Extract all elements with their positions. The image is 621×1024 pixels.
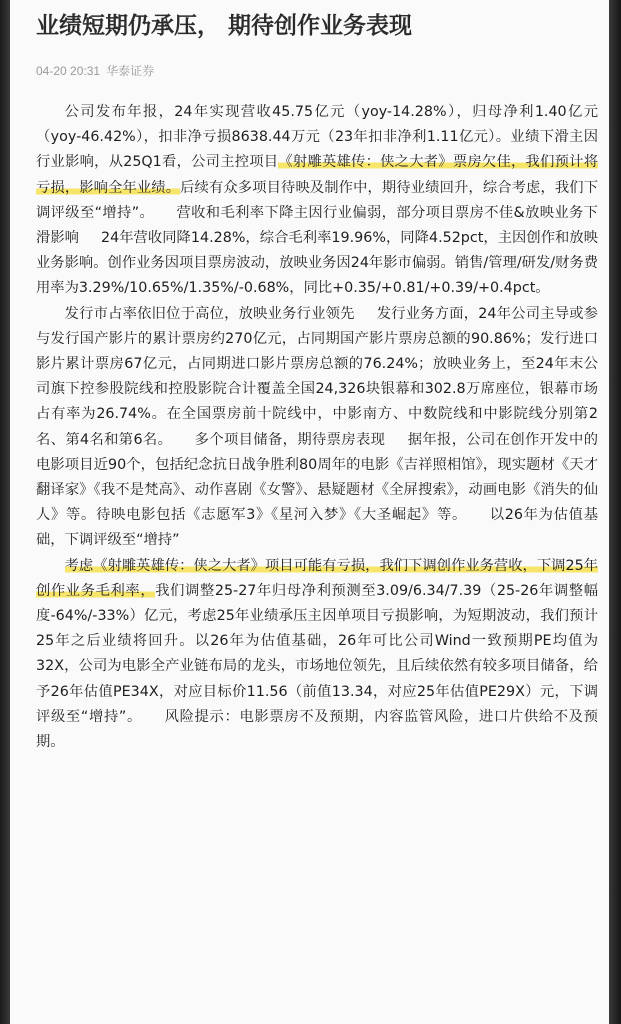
p2-text-d: 据年报，公司在创作开发中的电影项目近90个，包括纪念抗日战争胜利80周年的电影《吉祥照相馆》，现实题材《天才翻译家》《我不是梵高》、动作喜剧《女警》、悬疑题材《全屏搜索》，动画电影《消失的仙人》等。待映电影包括《志愿军3》《星河入梦》《大圣崛起》等。 bbox=[36, 431, 599, 524]
p1-text-b: 后续有众多项目待映及制作中，期待业绩回升，综合考虑，我们下调评级至“增持”。 bbox=[36, 179, 599, 221]
page-title: 业绩短期仍承压， 期待创作业务表现 bbox=[36, 13, 413, 39]
paragraph-3 bbox=[36, 554, 598, 756]
article-meta bbox=[36, 62, 154, 79]
p3-risk-note: 风险提示：电影票房不及预期，内容监管风险，进口片供给不及预期。 bbox=[36, 708, 598, 751]
p2-subheading-share: 发行市占率依旧位于高位，放映业务行业领先 bbox=[64, 305, 355, 322]
p1-text-d: 24年营收同降14.28%，综合毛利率19.96%，同降4.52pct，主因创作和放映业务影响。创作业务因项目票房波动，放映业务因24年影市偏弱。销售/管理/研发/财务费用率为3.29%/10.65%/1.35%/-0.68%，同比+0.35/+0.81/+0.39/+0.4pct。 bbox=[36, 230, 599, 297]
p1-text-a: 公司发布年报，24年实现营收45.75亿元（yoy-14.28%），归母净利1.40亿元（yoy-46.42%），扣非净亏损8638.44万元（23年扣非净利1.11亿元）。业绩下滑主因行业影响，从25Q1看，公司主控项目 bbox=[36, 104, 598, 171]
publish-datetime: 04-20 20:31 bbox=[36, 64, 101, 78]
p3-highlight: 考虑《射雕英雄传：侠之大者》项目可能有亏损，我们下调创作业务营收，下调25年创作业务毛利率， bbox=[36, 557, 598, 599]
right-photo-edge bbox=[609, 0, 621, 1024]
source-name[interactable]: 华泰证券 bbox=[106, 64, 155, 78]
p2-subheading-rating: 以26年为估值基础，下调评级至“增持” bbox=[36, 507, 598, 549]
p1-subheading: 营收和毛利率下降主因行业偏弱，部分项目票房不佳&放映业务下滑影响 bbox=[36, 204, 598, 247]
p3-text-a: 我们调整25-27年归母净利预测至3.09/6.34/7.39（25-26年调整幅度-64%/-33%）亿元，考虑25年业绩承压主因单项目亏损影响，为短期波动，我们预计25年之后业绩将回升。以26年为估值基础，26年可比公司Wind一致预期PE均值为32X，公司为电影全产业链布局的龙头，市场地位领先，且后续依然有较多项目储备，给予26年估值PE34X，对应目标价11.56（前值13.34，对应25年估值PE29X）元，下调评级至“增持”。 bbox=[36, 582, 599, 725]
article-body bbox=[36, 100, 598, 755]
paragraph-1 bbox=[36, 100, 598, 302]
p2-text-b: 发行业务方面，24年公司主导或参与发行国产影片的累计票房约270亿元，占同期国产影片票房总额的90.86%；发行进口影片累计票房67亿元，占同期进口影片票房总额的76.24%；放映业务上，至24年末公司旗下控参股院线和控股影院合计覆盖全国24,326块银幕和302.8万席座位，银幕市场占有率为26.74%。在全国票房前十院线中，中影南方、中数院线和中影院线分别第2名、第4名和第6名。 bbox=[36, 305, 598, 448]
left-photo-edge bbox=[0, 0, 10, 1024]
p2-subheading-projects: 多个项目储备，期待票房表现 bbox=[194, 431, 386, 448]
p1-highlight: 《射雕英雄传：侠之大者》票房欠佳，我们预计将亏损，影响全年业绩。 bbox=[36, 154, 599, 196]
article-page bbox=[10, 0, 609, 1024]
paragraph-2 bbox=[36, 302, 598, 554]
